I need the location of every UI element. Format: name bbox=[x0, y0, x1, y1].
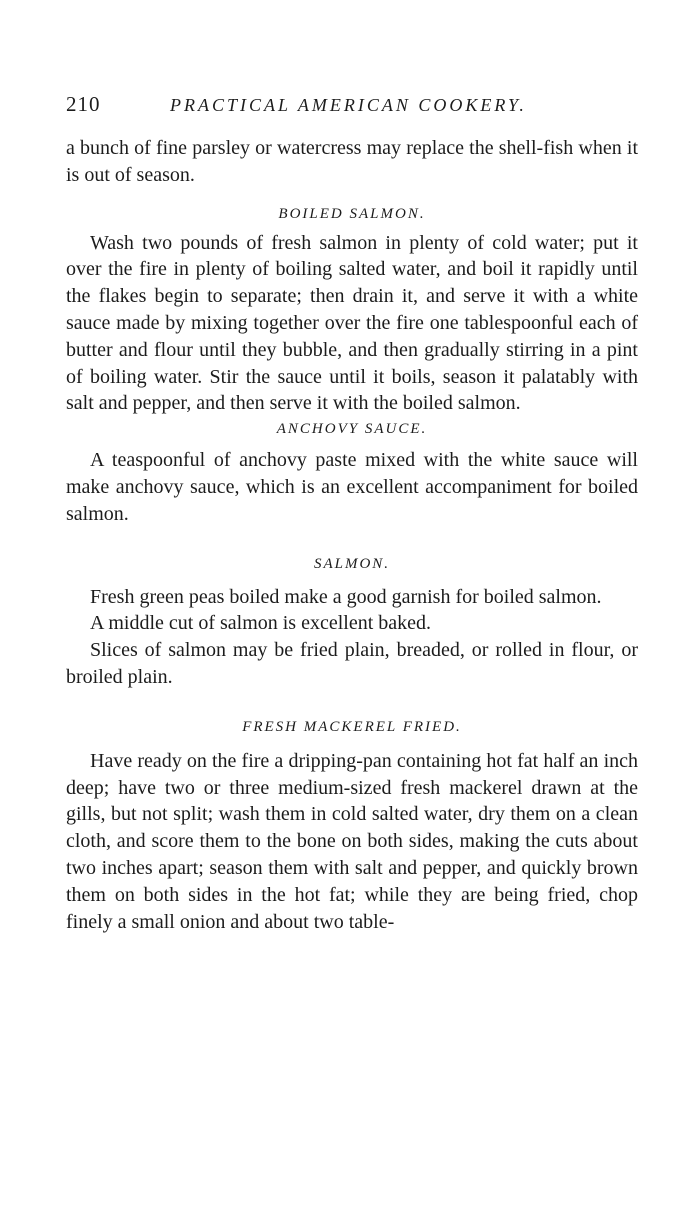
salmon-paragraph-3: Slices of salmon may be fried plain, breaded, or rolled in flour, or broiled plain. bbox=[66, 639, 638, 688]
section-heading-boiled-salmon: BOILED SALMON. bbox=[278, 205, 426, 222]
section-heading-anchovy-sauce: ANCHOVY SAUCE. bbox=[276, 421, 428, 438]
fresh-mackerel-paragraph: Have ready on the fire a dripping-pan containing hot fat half an inch deep; have two or three medium-sized fresh mackerel drawn at the gills, but not split; wash them in cold salted water, dry them on a clean cloth, and score them to the bone on both sides, making the cuts about two inches apart; season them with salt and pepper, and quickly brown them on both sides in the hot fat; while they are being fried, chop finely a small onion and about two table- bbox=[66, 749, 638, 933]
page-number: 210 bbox=[66, 92, 101, 116]
book-page bbox=[66, 92, 638, 935]
salmon-paragraph-2: A middle cut of salmon is excellent baked. bbox=[90, 612, 432, 635]
section-heading-fresh-mackerel-fried: FRESH MACKEREL FRIED. bbox=[242, 718, 462, 735]
continuation-paragraph: a bunch of fine parsley or watercress may replace the shell-fish when it is out of season. bbox=[66, 137, 638, 186]
section-heading-salmon: SALMON. bbox=[313, 555, 391, 572]
anchovy-sauce-paragraph: A teaspoonful of anchovy paste mixed with the white sauce will make anchovy sauce, which is an excellent accompaniment for boiled salmon. bbox=[66, 449, 638, 525]
salmon-paragraph-1: Fresh green peas boiled make a good garnish for boiled salmon. bbox=[90, 585, 602, 608]
boiled-salmon-paragraph: Wash two pounds of fresh salmon in plenty of cold water; put it over the fire in plenty of boiling salted water, and boil it rapidly until the flakes begin to separate; then drain it, and serve it with a white sauce made by mixing together over the fire one tablespoonful each of butter and flour until they bubble, and then gradually stirring in a pint of boiling water. Stir the sauce until it boils, season it palatably with salt and pepper, and then serve it with the boiled salmon. bbox=[66, 231, 638, 415]
running-title: PRACTICAL AMERICAN COOKERY. bbox=[170, 95, 527, 115]
running-head bbox=[66, 92, 638, 117]
